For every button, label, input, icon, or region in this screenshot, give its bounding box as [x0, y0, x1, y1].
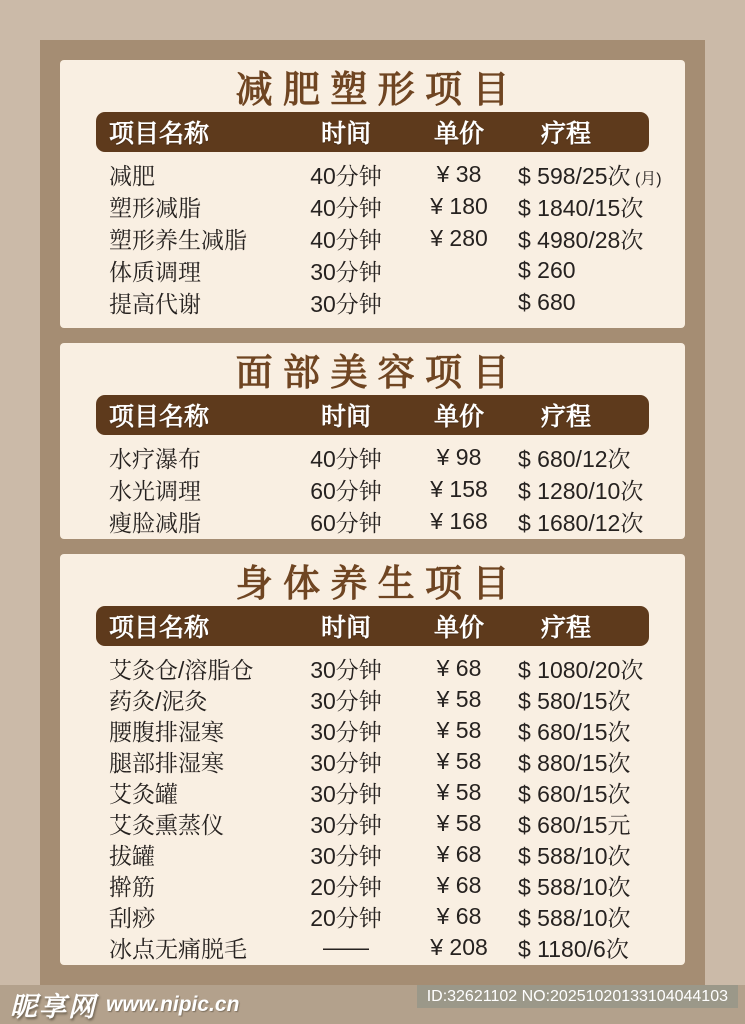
column-header-name: 项目名称: [109, 404, 210, 431]
table-row: [96, 838, 649, 869]
column-header-course: 疗程: [541, 121, 592, 148]
item-name-cell: 水光调理: [109, 478, 201, 504]
item-name-cell: 腰腹排湿寒: [109, 719, 224, 745]
duration-cell: 20分钟: [310, 874, 382, 900]
duration-cell: 60分钟: [310, 478, 382, 504]
unit-price-cell: ¥ 58: [436, 686, 482, 712]
duration-cell: 30分钟: [310, 657, 382, 683]
unit-price-cell: ¥ 158: [430, 476, 488, 502]
table-body: [96, 441, 649, 537]
item-name-cell: 体质调理: [109, 259, 201, 285]
column-header-name: 项目名称: [109, 121, 210, 148]
course-price-cell: $ 588/10次: [518, 905, 631, 931]
section-title: 面部美容项目: [235, 353, 520, 394]
table-row: [96, 745, 649, 776]
course-price-cell: $ 880/15次: [518, 750, 631, 776]
item-name-cell: 瘦脸减脂: [109, 510, 201, 536]
section-title: 身体养生项目: [235, 564, 520, 605]
unit-price-cell: ¥ 58: [436, 779, 482, 805]
price-section-card: [60, 60, 685, 328]
site-url: www.nipic.cn: [106, 992, 240, 1016]
course-price-cell: $ 1180/6次: [518, 936, 629, 962]
course-price-cell: $ 680/15次: [518, 781, 631, 807]
item-name-cell: 药灸/泥灸: [109, 688, 208, 714]
table-row: [96, 158, 662, 190]
item-name-cell: 拔罐: [109, 843, 155, 869]
course-price-cell: $ 260: [518, 257, 576, 283]
duration-cell: 30分钟: [310, 812, 382, 838]
duration-cell: 20分钟: [310, 905, 382, 931]
column-header-time: 时间: [320, 121, 371, 148]
table-header-row: [96, 395, 649, 435]
column-header-price: 单价: [433, 121, 484, 148]
unit-price-cell: ¥ 168: [430, 508, 488, 534]
column-header-course: 疗程: [541, 615, 592, 642]
image-id-badge: ID:32621102 NO:20251020133104044103: [417, 985, 738, 1008]
table-row: [96, 505, 649, 537]
item-name-cell: 擀筋: [109, 874, 155, 900]
duration-cell: 30分钟: [310, 750, 382, 776]
item-name-cell: 艾灸仓/溶脂仓: [109, 657, 254, 683]
duration-cell: ——: [323, 934, 369, 960]
item-name-cell: 塑形养生减脂: [109, 227, 247, 253]
unit-price-cell: ¥ 58: [436, 810, 482, 836]
item-name-cell: 提高代谢: [109, 291, 201, 317]
course-price-cell: $ 1840/15次: [518, 195, 644, 221]
unit-price-cell: ¥ 68: [436, 655, 482, 681]
column-header-price: 单价: [433, 615, 484, 642]
course-price-cell: $ 588/10次: [518, 874, 631, 900]
column-header-price: 单价: [433, 404, 484, 431]
table-row: [96, 900, 649, 931]
table-row: [96, 222, 649, 254]
course-price-cell: $ 580/15次: [518, 688, 631, 714]
duration-cell: 30分钟: [310, 688, 382, 714]
column-header-time: 时间: [320, 404, 371, 431]
course-price-cell: $ 588/10次: [518, 843, 631, 869]
course-price-cell: $ 680: [518, 289, 576, 315]
item-name-cell: 刮痧: [109, 905, 155, 931]
item-name-cell: 塑形减脂: [109, 195, 201, 221]
item-name-cell: 冰点无痛脱毛: [109, 936, 247, 962]
unit-price-cell: ¥ 68: [436, 872, 482, 898]
course-price-cell: $ 598/25次 (月): [518, 163, 662, 189]
course-price-cell: $ 680/15次: [518, 719, 631, 745]
duration-cell: 40分钟: [310, 227, 382, 253]
table-row: [96, 931, 649, 962]
course-price-cell: $ 680/12次: [518, 446, 631, 472]
site-logo: [10, 985, 239, 1024]
course-note: (月): [630, 171, 662, 188]
item-name-cell: 水疗瀑布: [109, 446, 201, 472]
table-row: [96, 441, 649, 473]
item-name-cell: 艾灸罐: [109, 781, 178, 807]
column-header-time: 时间: [320, 615, 371, 642]
duration-cell: 30分钟: [310, 259, 382, 285]
unit-price-cell: ¥ 58: [436, 717, 482, 743]
course-price-cell: $ 1280/10次: [518, 478, 644, 504]
duration-cell: 30分钟: [310, 719, 382, 745]
table-body: [96, 652, 649, 962]
course-price-cell: $ 1680/12次: [518, 510, 644, 536]
duration-cell: 30分钟: [310, 291, 382, 317]
duration-cell: 40分钟: [310, 195, 382, 221]
duration-cell: 40分钟: [310, 163, 382, 189]
table-row: [96, 473, 649, 505]
table-header-row: [96, 112, 649, 152]
table-row: [96, 807, 649, 838]
table-header-row: [96, 606, 649, 646]
section-title: 减肥塑形项目: [235, 70, 520, 111]
table-row: [96, 254, 649, 286]
unit-price-cell: ¥ 38: [436, 161, 482, 187]
unit-price-cell: ¥ 98: [436, 444, 482, 470]
item-name-cell: 艾灸熏蒸仪: [109, 812, 224, 838]
table-row: [96, 286, 649, 318]
price-section-card: [60, 343, 685, 539]
table-row: [96, 190, 649, 222]
table-row: [96, 683, 649, 714]
table-row: [96, 714, 649, 745]
unit-price-cell: ¥ 208: [430, 934, 488, 960]
unit-price-cell: ¥ 68: [436, 841, 482, 867]
column-header-name: 项目名称: [109, 615, 210, 642]
price-section-card: [60, 554, 685, 965]
duration-cell: 40分钟: [310, 446, 382, 472]
watermark-footer: [0, 985, 745, 1024]
item-name-cell: 减肥: [109, 163, 155, 189]
course-price-cell: $ 4980/28次: [518, 227, 644, 253]
unit-price-cell: ¥ 280: [430, 225, 488, 251]
duration-cell: 30分钟: [310, 781, 382, 807]
unit-price-cell: ¥ 68: [436, 903, 482, 929]
table-row: [96, 869, 649, 900]
logo-text: 昵享网: [10, 992, 97, 1022]
unit-price-cell: ¥ 58: [436, 748, 482, 774]
course-price-cell: $ 680/15元: [518, 812, 631, 838]
unit-price-cell: ¥ 180: [430, 193, 488, 219]
duration-cell: 30分钟: [310, 843, 382, 869]
course-price-cell: $ 1080/20次: [518, 657, 644, 683]
item-name-cell: 腿部排湿寒: [109, 750, 224, 776]
table-body: [96, 158, 662, 318]
duration-cell: 60分钟: [310, 510, 382, 536]
column-header-course: 疗程: [541, 404, 592, 431]
table-row: [96, 652, 649, 683]
poster-frame: [40, 40, 705, 985]
table-row: [96, 776, 649, 807]
